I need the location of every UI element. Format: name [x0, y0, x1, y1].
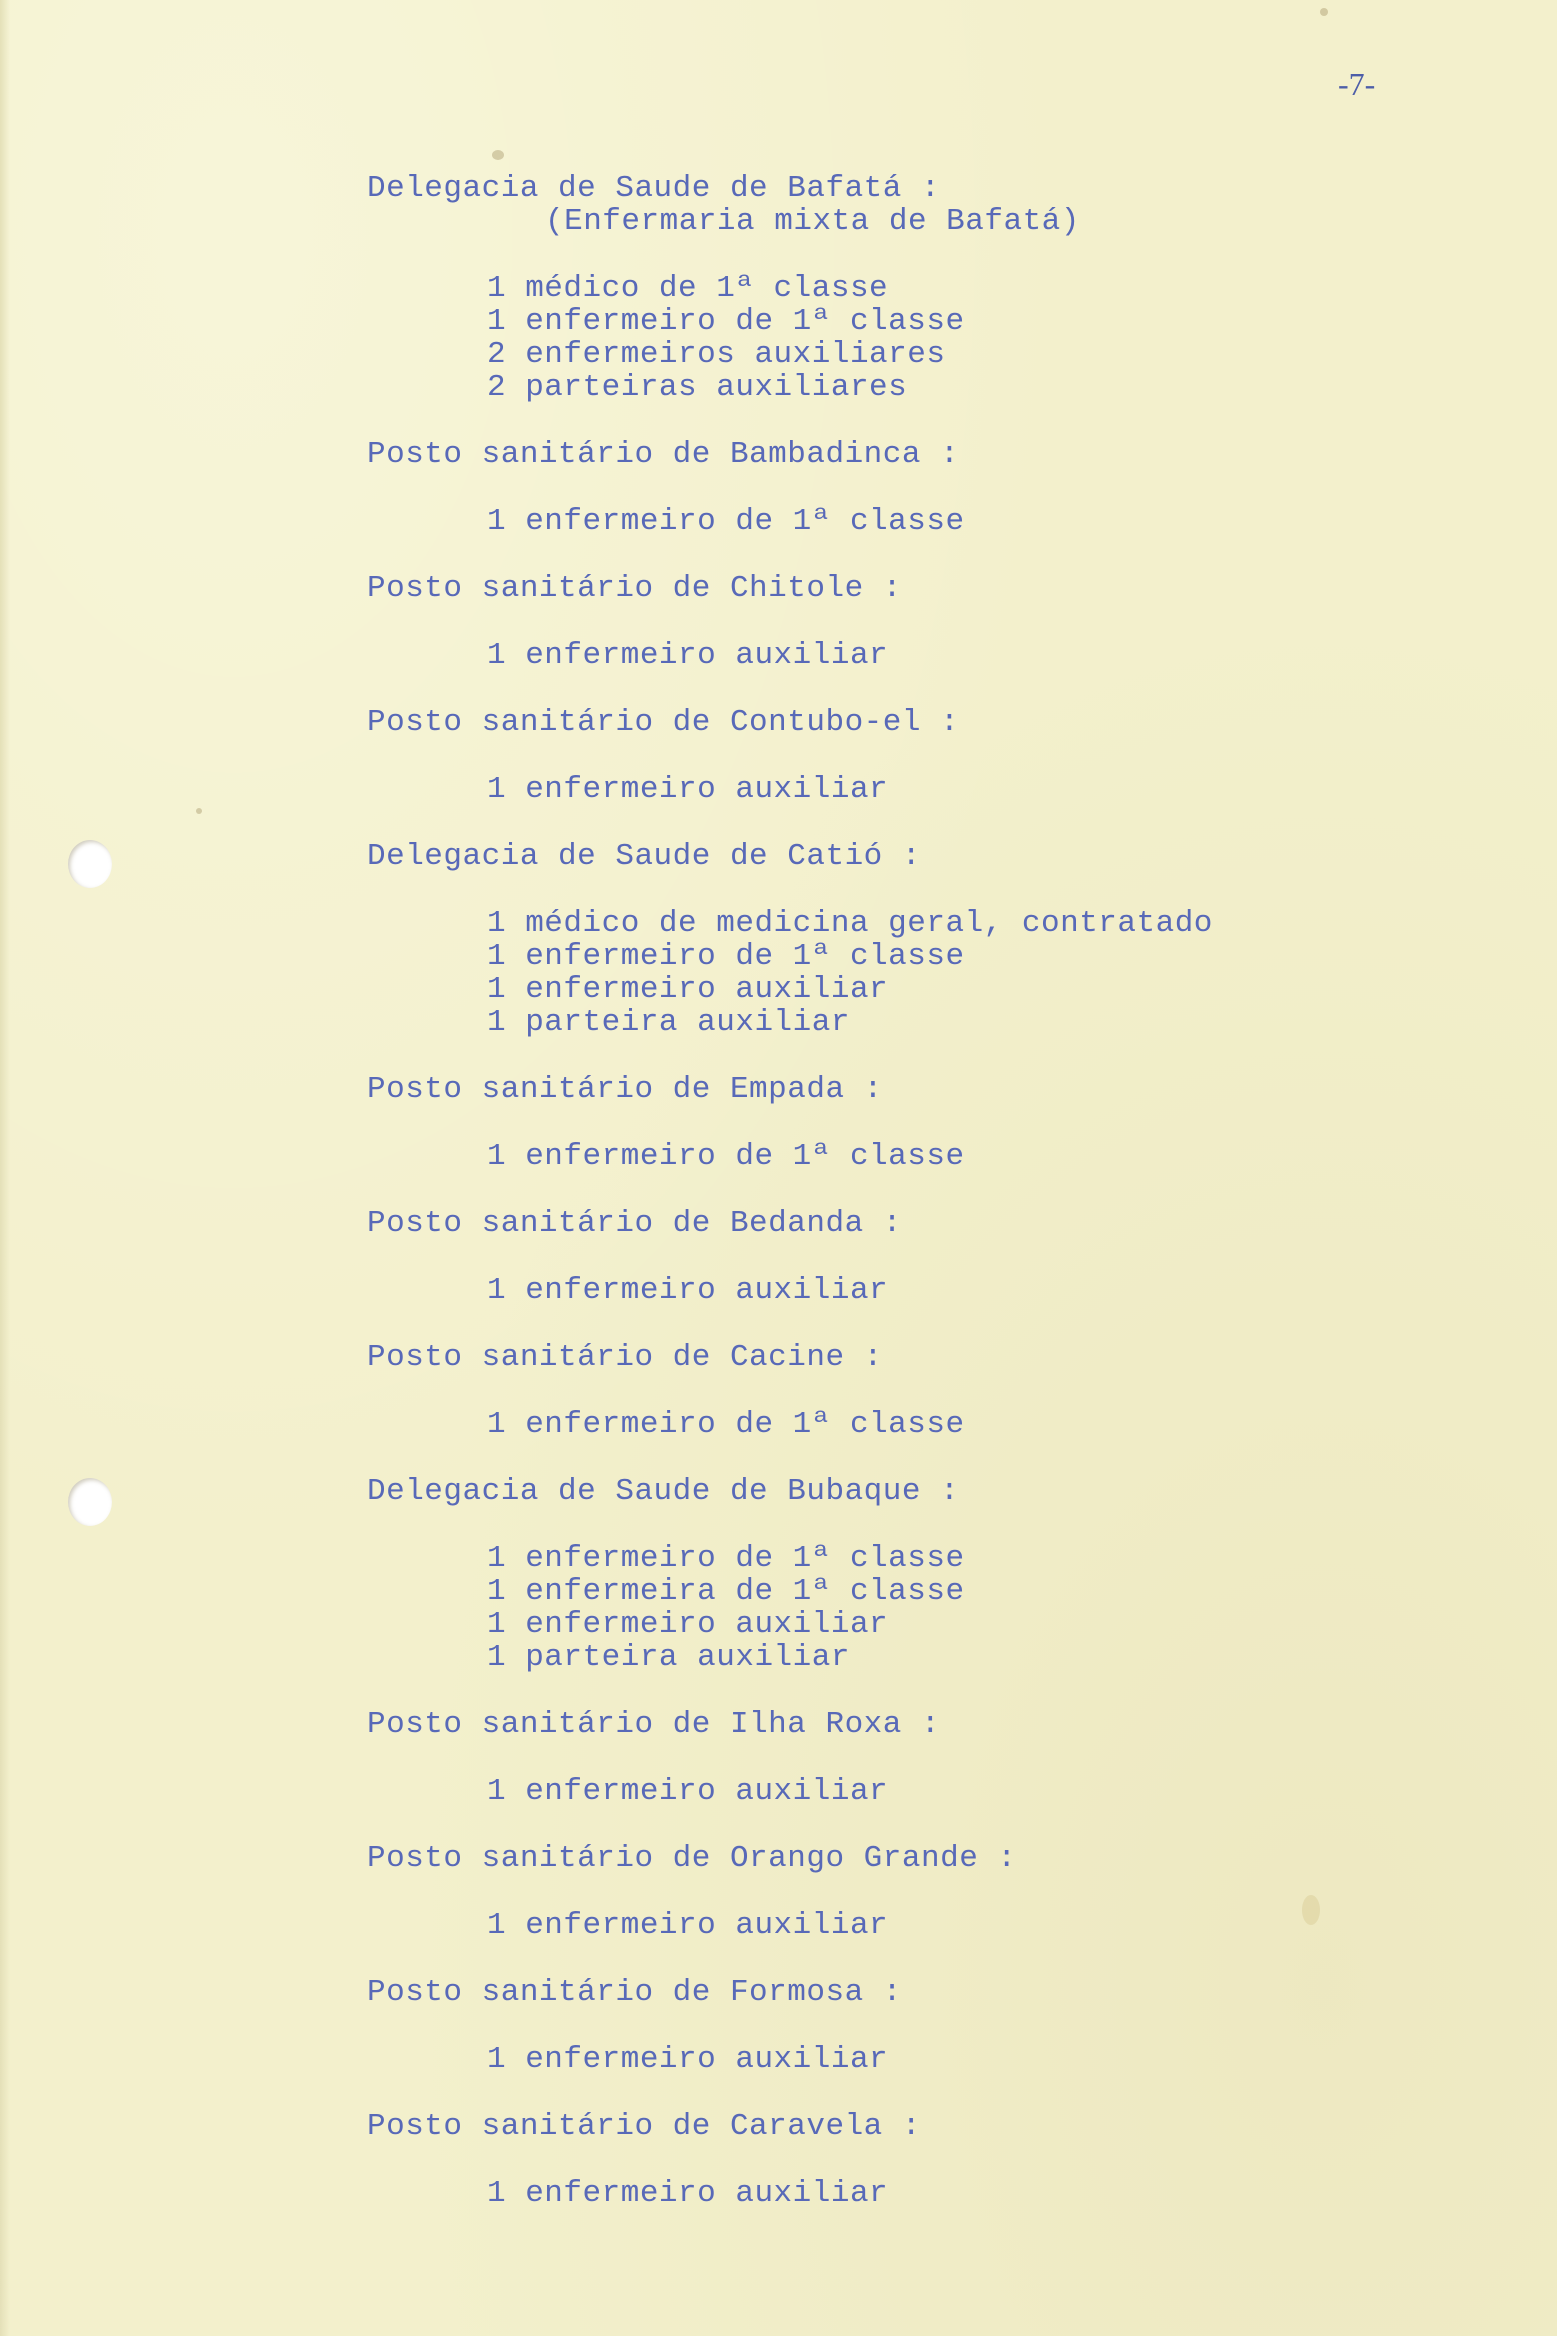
section-heading: Delegacia de Saude de Catió : — [367, 839, 921, 874]
staff-item: 2 enfermeiros auxiliares — [487, 337, 946, 372]
staff-item: 1 enfermeiro auxiliar — [487, 2176, 889, 2211]
paper-edge — [0, 0, 10, 2336]
staff-item: 1 enfermeiro de 1ª classe — [487, 1541, 965, 1576]
section-heading: Posto sanitário de Chitole : — [367, 571, 902, 606]
staff-item: 1 enfermeiro de 1ª classe — [487, 1407, 965, 1442]
section-heading: Posto sanitário de Cacine : — [367, 1340, 883, 1375]
staff-item: 1 parteira auxiliar — [487, 1005, 850, 1040]
section-heading: Delegacia de Saude de Bubaque : — [367, 1474, 960, 1509]
staff-item: 1 enfermeiro de 1ª classe — [487, 939, 965, 974]
section-heading: Delegacia de Saude de Bafatá : — [367, 171, 941, 206]
section-heading: Posto sanitário de Empada : — [367, 1072, 883, 1107]
section-heading: Posto sanitário de Orango Grande : — [367, 1841, 1017, 1876]
staff-item: 1 enfermeiro auxiliar — [487, 1273, 889, 1308]
section-heading: Posto sanitário de Caravela : — [367, 2109, 921, 2144]
staff-item: 1 enfermeiro de 1ª classe — [487, 1139, 965, 1174]
paper-stain — [1302, 1895, 1320, 1925]
section-heading: Posto sanitário de Ilha Roxa : — [367, 1707, 941, 1742]
section-heading: Posto sanitário de Bedanda : — [367, 1206, 902, 1241]
staff-item: 1 médico de medicina geral, contratado — [487, 906, 1213, 941]
staff-item: 1 enfermeiro auxiliar — [487, 1607, 889, 1642]
section-heading: Posto sanitário de Contubo-el : — [367, 705, 960, 740]
section-heading: Posto sanitário de Bambadinca : — [367, 437, 960, 472]
staff-item: 1 enfermeiro auxiliar — [487, 972, 889, 1007]
staff-item: 1 enfermeiro auxiliar — [487, 638, 889, 673]
staff-item: 1 enfermeiro auxiliar — [487, 1908, 889, 1943]
staff-item: 1 parteira auxiliar — [487, 1640, 850, 1675]
paper-speck — [196, 808, 202, 814]
section-heading: Posto sanitário de Formosa : — [367, 1975, 902, 2010]
paper-speck — [1320, 8, 1328, 16]
staff-item: 2 parteiras auxiliares — [487, 370, 908, 405]
section-subheading: (Enfermaria mixta de Bafatá) — [545, 204, 1080, 239]
page-number: -7- — [1338, 66, 1376, 102]
paper-speck — [492, 150, 504, 160]
staff-item: 1 enfermeiro de 1ª classe — [487, 304, 965, 339]
staff-item: 1 enfermeira de 1ª classe — [487, 1574, 965, 1609]
staff-item: 1 enfermeiro auxiliar — [487, 2042, 889, 2077]
punch-hole — [68, 840, 112, 888]
staff-item: 1 médico de 1ª classe — [487, 271, 889, 306]
staff-item: 1 enfermeiro auxiliar — [487, 1774, 889, 1809]
staff-item: 1 enfermeiro de 1ª classe — [487, 504, 965, 539]
punch-hole — [68, 1478, 112, 1526]
staff-item: 1 enfermeiro auxiliar — [487, 772, 889, 807]
